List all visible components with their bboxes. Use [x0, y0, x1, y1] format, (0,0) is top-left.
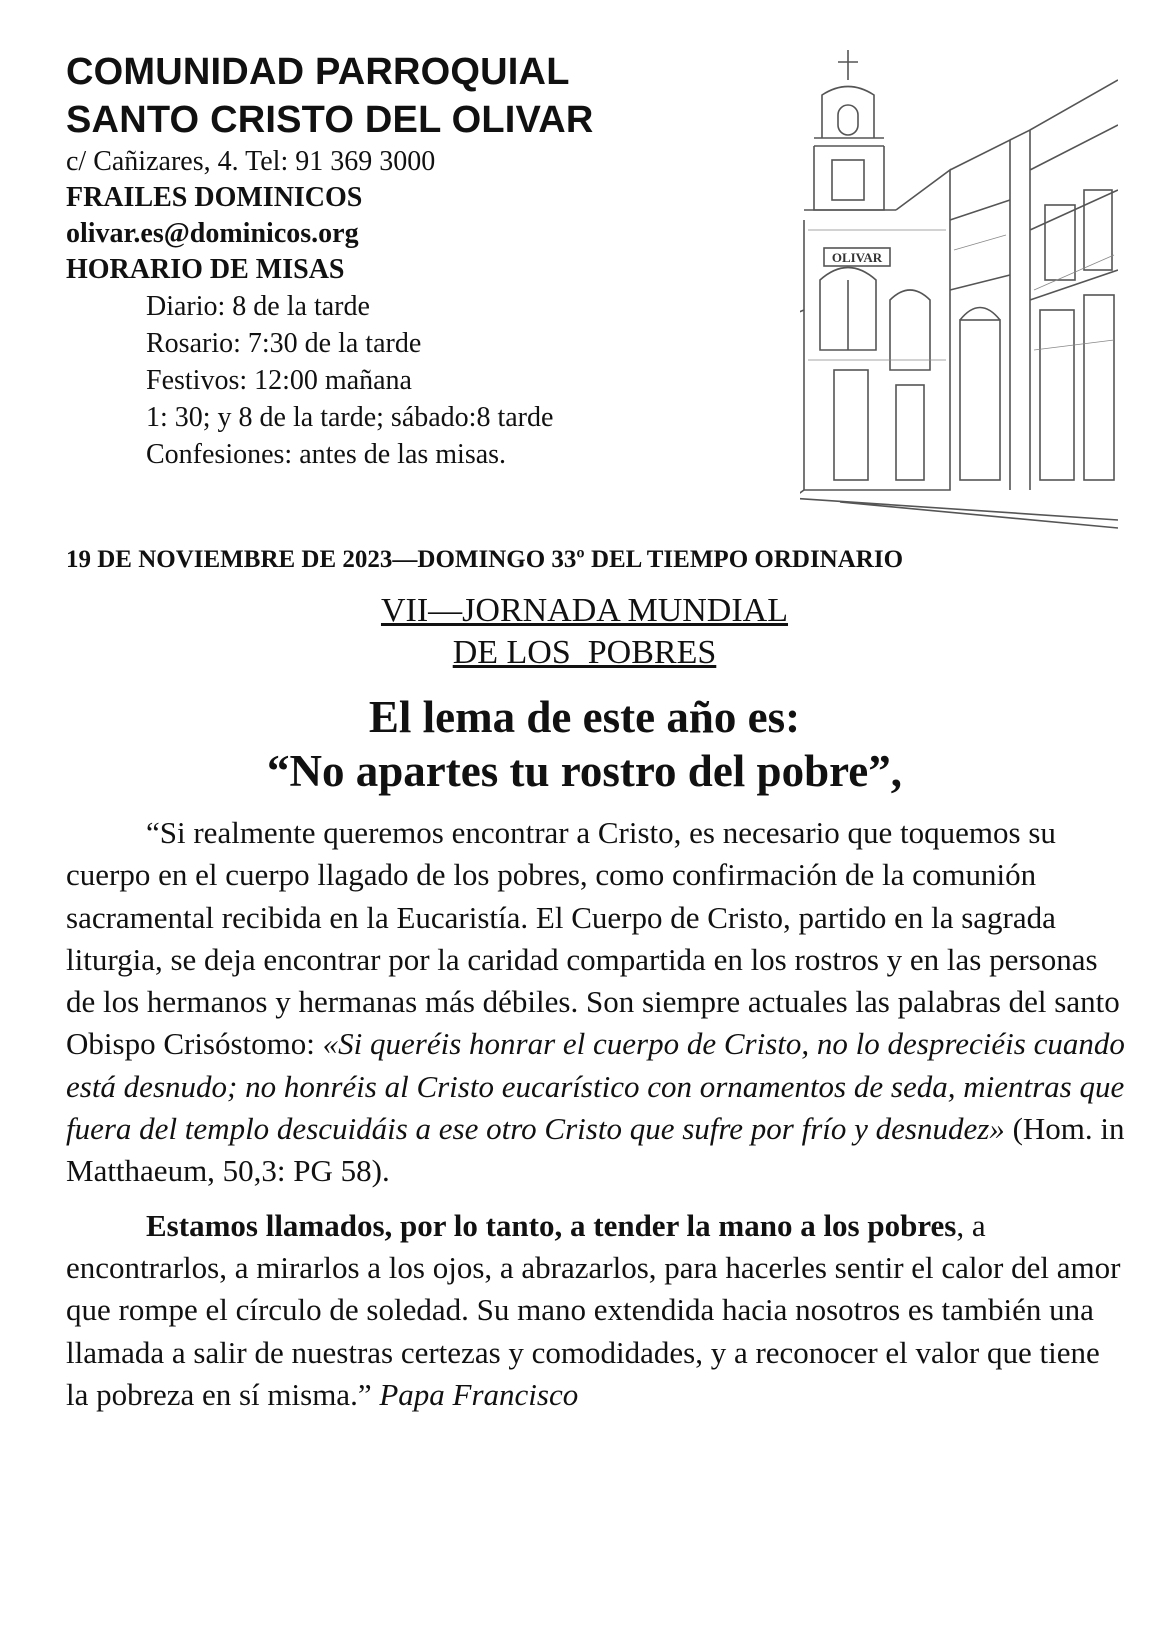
mass-schedule — [66, 288, 766, 473]
date-line: 19 DE NOVIEMBRE DE 2023—DOMINGO 33º DEL TIEMPO ORDINARIO — [66, 546, 904, 573]
parish-name-line1: COMUNIDAD PARROQUIAL — [66, 51, 570, 93]
parish-order: FRAILES DOMINICOS — [66, 182, 363, 213]
parish-email: olivar.es@dominicos.org — [66, 218, 359, 249]
chrysostom-quote: «Si queréis honrar el cuerpo de Cristo, no lo despreciéis cuando está desnudo; no honréis al Cristo eucarístico con ornamentos de seda, mientras que fuera del templo descuidáis a ese otro Cristo que sufre por frío y desnudez» — [66, 1026, 1125, 1147]
motto-line2: “No apartes tu rostro del pobre”, — [267, 746, 902, 796]
event-title — [0, 590, 1169, 674]
schedule-item-times: 1: 30; y 8 de la tarde; sábado:8 tarde — [146, 402, 554, 433]
article-body — [66, 812, 1126, 1416]
parish-header — [66, 48, 766, 473]
motto — [0, 690, 1169, 798]
paragraph-2-bold: Estamos llamados, por lo tanto, a tender la mano a los pobres — [146, 1207, 957, 1243]
event-title-line1: VII—JORNADA MUNDIAL — [380, 592, 789, 629]
motto-line1: El lema de este año es: — [368, 692, 801, 742]
parish-name-line2: SANTO CRISTO DEL OLIVAR — [66, 99, 594, 141]
schedule-title: HORARIO DE MISAS — [66, 254, 345, 285]
event-title-line2: DE LOS POBRES — [452, 634, 717, 671]
paragraph-1-text: “Si realmente queremos encontrar a Cristo, es necesario que toquemos su cuerpo en el cuerpo llagado de los pobres, como confirmación de la comunión sacramental recibida en la Eucaristía. El Cuerpo de Cristo, partido en la sagrada liturgia, se deja encontrar por la caridad compartida en los rostros y en las personas de los hermanos y hermanas más débiles. Son siempre actuales las palabras del santo Obispo Crisóstomo: — [66, 815, 1120, 1062]
church-facade-illustration — [800, 50, 1118, 530]
schedule-item-confessions: Confesiones: antes de las misas. — [146, 439, 507, 470]
schedule-item-holidays: Festivos: 12:00 mañana — [146, 365, 412, 396]
schedule-item-rosary: Rosario: 7:30 de la tarde — [146, 328, 422, 359]
paragraph-2 — [66, 1205, 1126, 1416]
parish-address: c/ Cañizares, 4. Tel: 91 369 3000 — [66, 146, 436, 177]
schedule-item-daily: Diario: 8 de la tarde — [146, 291, 370, 322]
quote-author: Papa Francisco — [379, 1376, 579, 1412]
church-sign-text: OLIVAR — [831, 250, 883, 265]
quote-citation: (Hom. in Matthaeum, 50,3: PG 58). — [66, 1111, 1125, 1189]
paragraph-1 — [66, 812, 1126, 1193]
paragraph-2-text: , a encontrarlos, a mirarlos a los ojos, a abrazarlos, para hacerles sentir el calor del amor que rompe el círculo de soledad. Su mano extendida hacia nosotros es también una llamada a salir de nuestras certezas y comodidades, y a reconocer el valor que tiene la pobreza en sí misma.” — [66, 1207, 1121, 1412]
